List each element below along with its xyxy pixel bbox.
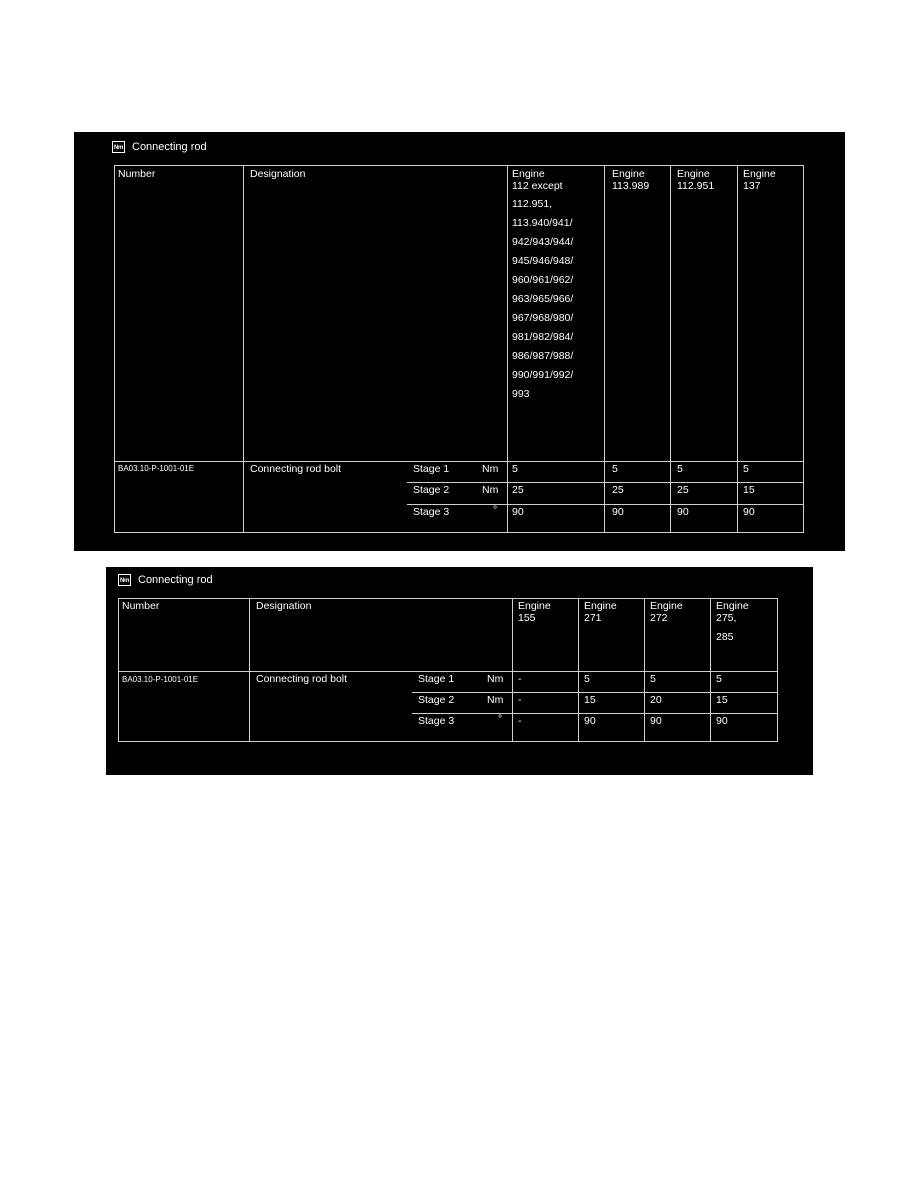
nm-icon: Nm (118, 574, 131, 586)
header-engine-2: Engine 113.989 (612, 168, 650, 192)
stage-2-value-2: 15 (584, 694, 596, 706)
stage-2-unit: Nm (487, 694, 504, 706)
connecting-rod-panel-1 (74, 132, 845, 551)
nm-icon: Nm (112, 141, 125, 153)
torque-table-1 (114, 165, 804, 533)
stage-3-value-2: 90 (612, 506, 624, 518)
stage-2-value-2: 25 (612, 484, 624, 496)
stage-3-value-4: 90 (743, 506, 755, 518)
stage-3-value-1: 90 (512, 506, 524, 518)
stage-1-value-2: 5 (584, 673, 590, 685)
stage-3-value-2: 90 (584, 715, 596, 727)
stage-3-value-4: 90 (716, 715, 728, 727)
stage-2-value-3: 20 (650, 694, 662, 706)
stage-1-value-3: 5 (650, 673, 656, 685)
stage-1-unit: Nm (487, 673, 504, 685)
stage-3-label: Stage 3 (413, 506, 450, 518)
stage-3-label: Stage 3 (418, 715, 455, 727)
stage-2-label: Stage 2 (413, 484, 450, 496)
part-number: BA03.10-P-1001-01E (118, 464, 195, 473)
stage-1-value-1: 5 (512, 463, 518, 475)
stage-3-value-3: 90 (650, 715, 662, 727)
designation-value: Connecting rod bolt (256, 673, 348, 685)
header-engine-1: Engine 112 except 112.951, 113.940/941/ 942/943/944/ 945/946/948/ 960/961/962/ 963/965/966/ 967/968/980/ 981/982/984/ 986/987/988/ 990/991/992/ 993 (512, 168, 574, 400)
header-engine-3: Engine 272 (650, 600, 683, 624)
stage-1-label: Stage 1 (418, 673, 455, 685)
header-engine-1: Engine 155 (518, 600, 551, 624)
part-number: BA03.10-P-1001-01E (122, 675, 199, 684)
stage-2-unit: Nm (482, 484, 499, 496)
connecting-rod-panel-2 (106, 567, 813, 775)
stage-2-value-3: 25 (677, 484, 689, 496)
header-designation: Designation (256, 600, 312, 612)
stage-3-unit: ° (498, 713, 503, 725)
header-engine-4: Engine 275, 285 (716, 600, 749, 643)
stage-1-value-4: 5 (743, 463, 749, 475)
stage-1-label: Stage 1 (413, 463, 450, 475)
stage-1-value-2: 5 (612, 463, 618, 475)
header-designation: Designation (250, 168, 306, 180)
section-title-text: Connecting rod (138, 574, 213, 586)
section-title (118, 574, 213, 586)
stage-1-unit: Nm (482, 463, 499, 475)
stage-3-value-3: 90 (677, 506, 689, 518)
stage-2-value-1: - (518, 694, 522, 706)
header-engine-2: Engine 271 (584, 600, 617, 624)
header-engine-3: Engine 112.951 (677, 168, 715, 192)
designation-value: Connecting rod bolt (250, 463, 342, 475)
section-title (112, 141, 207, 153)
stage-1-value-1: - (518, 673, 522, 685)
stage-2-value-1: 25 (512, 484, 524, 496)
stage-2-label: Stage 2 (418, 694, 455, 706)
header-engine-4: Engine 137 (743, 168, 776, 192)
stage-1-value-3: 5 (677, 463, 683, 475)
header-number: Number (122, 600, 160, 612)
stage-2-value-4: 15 (716, 694, 728, 706)
stage-3-value-1: - (518, 715, 522, 727)
stage-3-unit: ° (493, 504, 498, 516)
header-number: Number (118, 168, 156, 180)
section-title-text: Connecting rod (132, 141, 207, 153)
stage-2-value-4: 15 (743, 484, 755, 496)
stage-1-value-4: 5 (716, 673, 722, 685)
